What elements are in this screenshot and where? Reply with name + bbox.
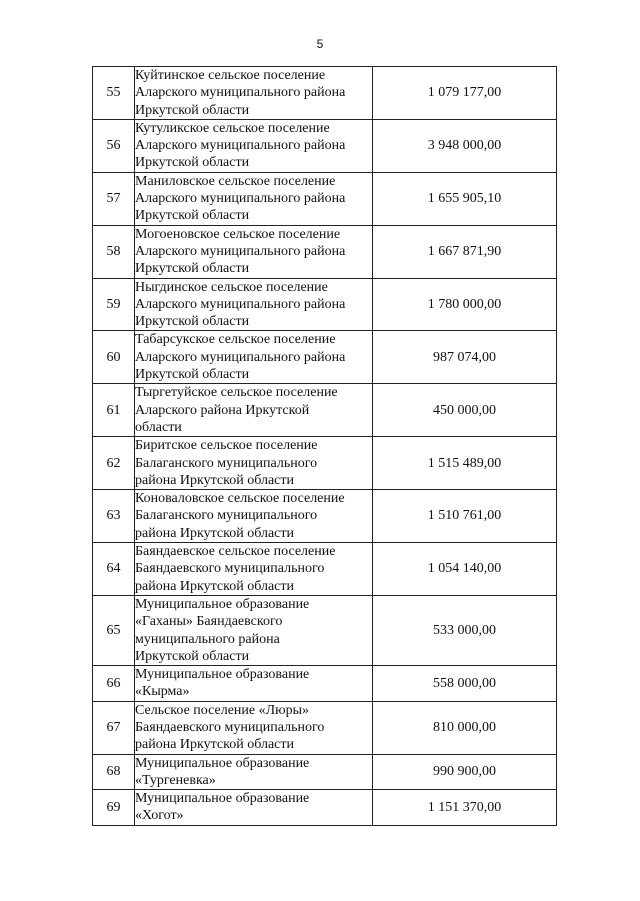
municipality-name: [135, 172, 373, 225]
municipality-name-line: Ныгдинское сельское поселение: [135, 279, 328, 295]
allocation-amount: 3 948 000,00: [373, 119, 557, 172]
page-number: 5: [316, 37, 324, 51]
municipality-name-line: района Иркутской области: [135, 472, 295, 488]
row-number: 64: [93, 543, 135, 596]
municipality-name: [135, 384, 373, 437]
municipality-name-line: Коноваловское сельское поселение: [135, 491, 345, 507]
municipality-name-line: Иркутской области: [135, 155, 250, 171]
row-number: 55: [93, 67, 135, 120]
municipality-name-line: Аларского муниципального района: [135, 85, 346, 101]
municipality-name: [135, 490, 373, 543]
municipality-name-line: района Иркутской области: [135, 525, 295, 541]
municipality-name-line: Балаганского муниципального: [135, 508, 318, 524]
budget-allocation-table: [92, 66, 557, 826]
row-number: 66: [93, 666, 135, 702]
municipality-name-line: Иркутской области: [135, 648, 250, 664]
row-number: 61: [93, 384, 135, 437]
municipality-name: [135, 119, 373, 172]
municipality-name-line: Аларского муниципального района: [135, 349, 346, 365]
allocation-amount: 1 780 000,00: [373, 278, 557, 331]
municipality-name-line: Иркутской области: [135, 102, 250, 118]
municipality-name-line: района Иркутской области: [135, 737, 295, 753]
municipality-name: [135, 666, 373, 702]
municipality-name-line: Аларского района Иркутской: [135, 402, 310, 418]
municipality-name-line: Иркутской области: [135, 367, 250, 383]
municipality-name-line: Баяндаевского муниципального: [135, 719, 325, 735]
table-row: [93, 595, 557, 665]
municipality-name-line: «Тургеневка»: [135, 772, 216, 788]
municipality-name-line: «Кырма»: [135, 684, 190, 700]
table-row: [93, 384, 557, 437]
table-row: [93, 278, 557, 331]
municipality-name: [135, 331, 373, 384]
municipality-name-line: Аларского муниципального района: [135, 243, 346, 259]
municipality-name-line: Муниципальное образование: [135, 667, 310, 683]
municipality-name-line: Сельское поселение «Люры»: [135, 702, 309, 718]
table-row: [93, 331, 557, 384]
municipality-name-line: Муниципальное образование: [135, 755, 310, 771]
row-number: 63: [93, 490, 135, 543]
municipality-name-line: Балаганского муниципального: [135, 455, 318, 471]
allocation-amount: 810 000,00: [373, 701, 557, 754]
municipality-name-line: Иркутской области: [135, 208, 250, 224]
allocation-amount: 1 515 489,00: [373, 437, 557, 490]
municipality-name-line: муниципального района: [135, 631, 280, 647]
municipality-name-line: «Гаханы» Баяндаевского: [135, 614, 283, 630]
allocation-amount: 987 074,00: [373, 331, 557, 384]
municipality-name: [135, 225, 373, 278]
municipality-name-line: Иркутской области: [135, 314, 250, 330]
municipality-name-line: района Иркутской области: [135, 578, 295, 594]
row-number: 65: [93, 595, 135, 665]
municipality-name-line: «Хогот»: [135, 808, 184, 824]
table-row: [93, 67, 557, 120]
municipality-name-line: Аларского муниципального района: [135, 138, 346, 154]
municipality-name: [135, 701, 373, 754]
allocation-amount: 558 000,00: [373, 666, 557, 702]
municipality-name: [135, 595, 373, 665]
allocation-amount: 990 900,00: [373, 754, 557, 790]
row-number: 69: [93, 790, 135, 826]
municipality-name-line: Муниципальное образование: [135, 596, 310, 612]
allocation-amount: 1 667 871,90: [373, 225, 557, 278]
allocation-amount: 1 079 177,00: [373, 67, 557, 120]
municipality-name-line: Аларского муниципального района: [135, 296, 346, 312]
row-number: 62: [93, 437, 135, 490]
row-number: 67: [93, 701, 135, 754]
table-row: [93, 666, 557, 702]
municipality-name: [135, 754, 373, 790]
table-row: [93, 754, 557, 790]
table-row: [93, 437, 557, 490]
municipality-name-line: Табарсукское сельское поселение: [135, 332, 336, 348]
municipality-name-line: Кутуликское сельское поселение: [135, 120, 330, 136]
row-number: 58: [93, 225, 135, 278]
table-row: [93, 490, 557, 543]
municipality-name-line: Иркутской области: [135, 261, 250, 277]
table-row: [93, 790, 557, 826]
table-row: [93, 225, 557, 278]
municipality-name-line: Тыргетуйское сельское поселение: [135, 385, 338, 401]
municipality-name-line: Аларского муниципального района: [135, 191, 346, 207]
row-number: 68: [93, 754, 135, 790]
row-number: 60: [93, 331, 135, 384]
table-row: [93, 701, 557, 754]
municipality-name: [135, 278, 373, 331]
municipality-name-line: Могоеновское сельское поселение: [135, 226, 341, 242]
municipality-name-line: Муниципальное образование: [135, 791, 310, 807]
municipality-name-line: Куйтинское сельское поселение: [135, 68, 326, 83]
table-body: [93, 67, 557, 826]
table-row: [93, 119, 557, 172]
municipality-name: [135, 67, 373, 120]
municipality-name-line: области: [135, 419, 182, 435]
allocation-amount: 1 054 140,00: [373, 543, 557, 596]
allocation-amount: 533 000,00: [373, 595, 557, 665]
municipality-name-line: Баяндаевского муниципального: [135, 561, 325, 577]
row-number: 57: [93, 172, 135, 225]
row-number: 59: [93, 278, 135, 331]
table-row: [93, 543, 557, 596]
municipality-name: [135, 790, 373, 826]
allocation-amount: 450 000,00: [373, 384, 557, 437]
row-number: 56: [93, 119, 135, 172]
allocation-amount: 1 510 761,00: [373, 490, 557, 543]
municipality-name: [135, 437, 373, 490]
municipality-name-line: Биритское сельское поселение: [135, 438, 318, 454]
table-row: [93, 172, 557, 225]
municipality-name: [135, 543, 373, 596]
allocation-amount: 1 151 370,00: [373, 790, 557, 826]
municipality-name-line: Маниловское сельское поселение: [135, 173, 336, 189]
allocation-amount: 1 655 905,10: [373, 172, 557, 225]
municipality-name-line: Баяндаевское сельское поселение: [135, 544, 336, 560]
